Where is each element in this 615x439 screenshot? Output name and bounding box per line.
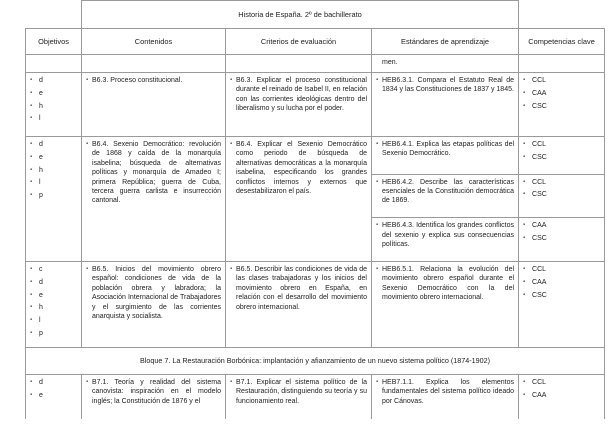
block-heading-row	[26, 348, 605, 375]
criterio-cell	[226, 375, 372, 419]
estandar-text: ▪ HEB6.3.1. Compara el Estatuto Real de 1834 y las Constituciones de 1837 y 1845.	[376, 76, 514, 95]
table-row	[26, 73, 605, 137]
criterio-text: ▪ B6.3. Explicar el proceso constitucional durante el reinado de Isabel II, en relación con las corrientes ideológicas dentro del liberalismo y su lucha por el poder.	[230, 76, 367, 114]
criterio-text: ▪ B6.4. Explicar el Sexenio Democrático como periodo de búsqueda de alternativas democráticas a la monarquía isabelina, especificando los grandes conflictos internos y externos que desestabilizaron el país.	[230, 140, 367, 196]
competencia-item: ▪ CAA	[523, 221, 600, 230]
contenido-text: ▪ B6.5. Inicios del movimiento obrero español: condiciones de vida de la población obrera y labradora; la Asociación Internacional de Trabajadores y el surgimiento de las corrientes anarquista y socialista.	[86, 265, 221, 321]
objetivo-item: ▪ p	[30, 329, 77, 338]
title-row	[26, 1, 605, 29]
table-row	[26, 375, 605, 419]
objetivo-item: ▪ c	[30, 265, 77, 274]
contenido-text: ▪ B6.4. Sexenio Democrático: revolución de 1868 y caída de la monarquía isabelina; búsqueda de alternativas políticas y monarquía de Amadeo I; primera República; guerra de Cuba, tercera guerra carlista e insurrección cantonal.	[86, 140, 221, 206]
objetivo-item: ▪ d	[30, 278, 77, 287]
curriculum-table	[25, 0, 605, 419]
carryover-row	[26, 55, 605, 73]
estandar-text: ▪ HEB6.4.2. Describe las características esenciales de la Constitución democrática de 1869.	[376, 178, 514, 206]
curriculum-table-page	[25, 0, 604, 419]
criterio-text: ▪ B6.5. Describir las condiciones de vida de las clases trabajadoras y los inicios del movimiento obrero en España, en relación con el desarrollo del movimiento obrero internacional.	[230, 265, 367, 312]
contenido-text: ▪ B7.1. Teoría y realidad del sistema canovista: inspiración en el modelo inglés; la Constitución de 1876 y el	[86, 378, 221, 406]
title-blank-cell	[519, 1, 605, 29]
criterio-text: ▪ B7.1. Explicar el sistema político de la Restauración, distinguiendo su teoría y su funcionamiento real.	[230, 378, 367, 406]
objetivo-item: ▪ l	[30, 114, 77, 123]
objetivos-cell	[26, 137, 82, 262]
carryover-text: men.	[372, 55, 519, 73]
criterio-cell	[226, 262, 372, 348]
objetivo-item: ▪ h	[30, 102, 77, 111]
header-estandares: Estándares de aprendizaje	[372, 29, 519, 55]
objetivo-item: ▪ l	[30, 178, 77, 187]
criterio-cell	[226, 137, 372, 262]
contenido-cell	[82, 262, 226, 348]
header-objetivos: Objetivos	[26, 29, 82, 55]
estandar-cell	[372, 73, 519, 137]
objetivo-item: ▪ e	[30, 391, 77, 400]
competencia-item: ▪ CCL	[523, 265, 600, 274]
objetivos-cell	[26, 262, 82, 348]
competencias-cell	[519, 73, 605, 137]
competencia-item: ▪ CCL	[523, 178, 600, 187]
estandar-text: ▪ HEB7.1.1. Explica los elementos fundamentales del sistema político ideado por Cánovas.	[376, 378, 514, 406]
header-contenidos: Contenidos	[82, 29, 226, 55]
estandar-text: ▪ HEB6.4.3. Identifica los grandes conflictos del sexenio y explica sus consecuencias políticas.	[376, 221, 514, 249]
contenido-text: ▪ B6.3. Proceso constitucional.	[86, 76, 221, 85]
block-7-heading: Bloque 7. La Restauración Borbónica: implantación y afianzamiento de un nuevo sistema político (1874-1902)	[26, 348, 605, 375]
estandar-cell	[372, 218, 519, 262]
contenido-cell	[82, 137, 226, 262]
competencia-item: ▪ CSC	[523, 102, 600, 111]
competencia-item: ▪ CCL	[523, 378, 600, 387]
competencias-cell	[519, 375, 605, 419]
competencias-cell	[519, 262, 605, 348]
objetivo-item: ▪ p	[30, 191, 77, 200]
competencias-cell	[519, 174, 605, 218]
estandar-text: ▪ HEB6.4.1. Explica las etapas políticas del Sexenio Democrático.	[376, 140, 514, 159]
objetivos-cell	[26, 375, 82, 419]
objetivo-item: ▪ e	[30, 89, 77, 98]
table-row	[26, 262, 605, 348]
competencia-item: ▪ CSC	[523, 153, 600, 162]
objetivo-item: ▪ l	[30, 316, 77, 325]
competencia-item: ▪ CSC	[523, 291, 600, 300]
competencia-item: ▪ CAA	[523, 278, 600, 287]
header-row	[26, 29, 605, 55]
competencia-item: ▪ CAA	[523, 89, 600, 98]
header-competencias: Competencias clave	[519, 29, 605, 55]
objetivo-item: ▪ e	[30, 291, 77, 300]
competencia-item: ▪ CAA	[523, 391, 600, 400]
estandar-cell	[372, 375, 519, 419]
objetivos-cell	[26, 73, 82, 137]
objetivo-item: ▪ e	[30, 153, 77, 162]
competencia-item: ▪ CSC	[523, 234, 600, 243]
header-criterios: Criterios de evaluación	[226, 29, 372, 55]
table-row	[26, 137, 605, 175]
contenido-cell	[82, 73, 226, 137]
estandar-text: ▪ HEB6.5.1. Relaciona la evolución del movimiento obrero español durante el Sexenio Democrático con la del movimiento obrero internacional.	[376, 265, 514, 303]
objetivo-item: ▪ d	[30, 76, 77, 85]
objetivo-item: ▪ h	[30, 166, 77, 175]
competencias-cell	[519, 137, 605, 175]
competencias-cell	[519, 218, 605, 262]
competencia-item: ▪ CCL	[523, 140, 600, 149]
estandar-cell	[372, 262, 519, 348]
criterio-cell	[226, 73, 372, 137]
objetivo-item: ▪ d	[30, 140, 77, 149]
title-blank-cell	[26, 1, 82, 29]
estandar-cell	[372, 174, 519, 218]
competencia-item: ▪ CSC	[523, 190, 600, 199]
competencia-item: ▪ CCL	[523, 76, 600, 85]
table-title: Historia de España. 2º de bachillerato	[82, 1, 519, 29]
contenido-cell	[82, 375, 226, 419]
objetivo-item: ▪ h	[30, 303, 77, 312]
estandar-cell	[372, 137, 519, 175]
objetivo-item: ▪ d	[30, 378, 77, 387]
